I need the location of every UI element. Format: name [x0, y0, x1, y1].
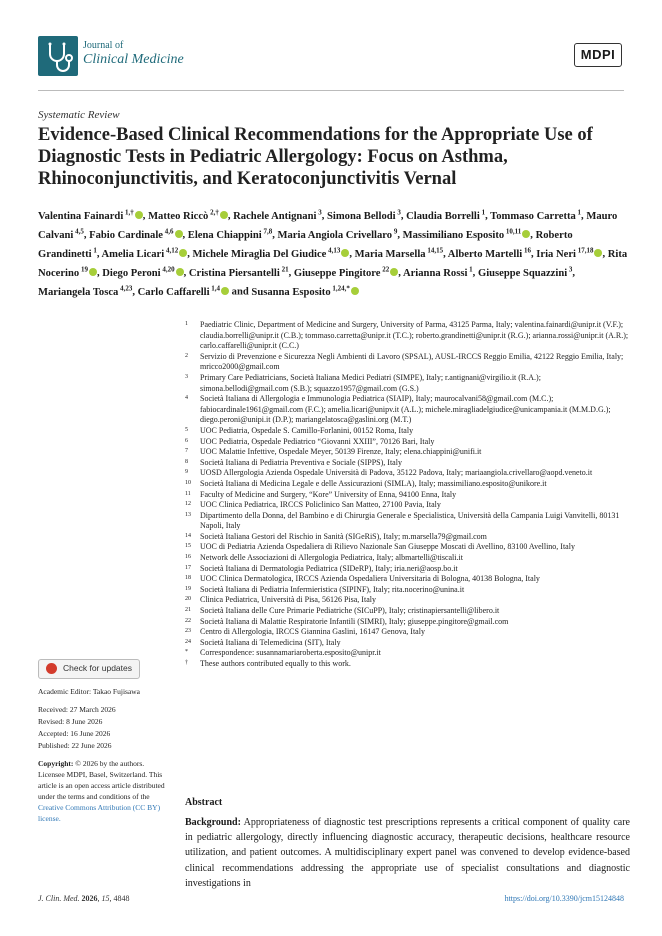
author-name: Claudia Borrelli	[406, 210, 480, 222]
abstract-text	[185, 815, 630, 891]
affiliation-number: 24	[185, 638, 191, 645]
author[interactable]	[188, 265, 289, 279]
author-affiliation-ref: 1,†	[123, 208, 134, 216]
author-affiliation-ref: 22	[380, 265, 390, 274]
affiliation-number: 3	[185, 373, 188, 380]
abstract-label: Background:	[185, 817, 241, 828]
affiliation-item	[185, 490, 630, 501]
published-date: Published: 22 June 2026	[38, 741, 112, 750]
affiliation-text: Faculty of Medicine and Surgery, “Kore” University of Enna, 94100 Enna, Italy	[200, 489, 457, 499]
author-affiliation-ref: 4,23	[118, 284, 133, 293]
affiliation-item	[185, 468, 630, 479]
affiliation-text: Servizio di Prevenzione e Sicurezza Negli Ambienti di Lavoro (SPSAL), AUSL-IRCCS Reggio Emilia, 42122 Reggio Emilia, Italy; mricco2000@gmail.com	[200, 351, 624, 372]
affiliation-item	[185, 617, 630, 628]
affiliation-item	[185, 585, 630, 596]
orcid-icon[interactable]	[175, 230, 183, 238]
author-name: Elena Chiappini	[187, 229, 262, 241]
author[interactable]	[490, 208, 582, 222]
orcid-icon[interactable]	[351, 287, 359, 295]
affiliation-text: UOC Clinica Pediatrica, IRCCS Policlinico San Matteo, 27100 Pavia, Italy	[200, 500, 441, 510]
author-affiliation-ref: 17,18	[575, 246, 594, 255]
author-affiliation-ref: 4,6	[163, 227, 174, 236]
author-affiliation-ref: 21	[279, 265, 289, 274]
author-name: Matteo Riccò	[148, 210, 209, 222]
affiliation-number: 1	[185, 321, 188, 327]
author[interactable]	[447, 246, 531, 260]
orcid-icon[interactable]	[390, 268, 398, 276]
author-affiliation-ref: 14,15	[425, 246, 444, 255]
stethoscope-icon	[38, 36, 78, 76]
affiliation-number: 17	[185, 564, 191, 571]
author[interactable]	[137, 284, 229, 298]
author-affiliation-ref: 3	[567, 265, 573, 274]
affiliation-number: 14	[185, 532, 191, 539]
affiliation-number: 13	[185, 511, 191, 518]
affiliation-number: 16	[185, 554, 191, 561]
author-affiliation-ref: 1,4	[209, 284, 221, 293]
author-affiliation-ref: 3	[395, 208, 401, 216]
author-affiliation-ref: 1,24,*	[330, 284, 350, 293]
affiliation-item	[185, 500, 630, 511]
orcid-icon[interactable]	[221, 287, 229, 295]
affiliation-text: UOC di Pediatria Azienda Ospedaliera di Rilievo Nazionale San Giuseppe Moscati di Avellino, 83100 Avellino, Italy	[200, 542, 575, 552]
author[interactable]	[327, 208, 401, 222]
author-name: Fabio Cardinale	[89, 229, 163, 241]
affiliation-number: †	[185, 660, 188, 666]
author-name: Roberto Grandinetti	[38, 229, 573, 260]
author-affiliation-ref: 19	[79, 265, 88, 274]
affiliation-item	[185, 553, 630, 564]
affiliation-number: *	[185, 649, 188, 656]
header-divider	[38, 90, 624, 91]
affiliation-text: UOC Pediatria, Ospedale Pediatrico “Giovanni XXIII”, 70126 Bari, Italy	[200, 436, 435, 446]
check-updates-icon	[46, 663, 57, 674]
author-affiliation-ref: 9	[392, 227, 398, 236]
affiliation-text: UOC Clinica Dermatologica, IRCCS Azienda Ospedaliera Universitaria di Bologna, 40138 Bologna, Italy	[200, 574, 540, 584]
affiliation-item	[185, 511, 630, 532]
author[interactable]	[402, 265, 473, 279]
author-affiliation-ref: 4,13	[326, 246, 341, 255]
affiliation-number: 22	[185, 617, 191, 624]
author-name: Carlo Caffarelli	[137, 286, 210, 298]
author[interactable]	[192, 246, 350, 260]
affiliation-item	[185, 373, 630, 394]
author-affiliation-ref: 1	[467, 265, 473, 274]
affiliation-text: Società Italiana di Medicina Legale e delle Assicurazioni (SIMLA), Italy; massimiliano.esposito@unikore.it	[200, 478, 547, 488]
affiliation-number: 6	[185, 437, 188, 444]
author-name: Michele Miraglia Del Giudice	[192, 248, 327, 260]
affiliation-item	[185, 352, 630, 373]
license-link[interactable]: Creative Commons Attribution (CC BY) license.	[38, 803, 161, 823]
affiliation-number: 18	[185, 575, 191, 582]
affiliation-text: Società Italiana delle Cure Primarie Pediatriche (SICuPP), Italy; cristinapiersantelli@libero.it	[200, 606, 500, 616]
author-affiliation-ref: 1	[479, 208, 486, 216]
check-updates-label: Check for updates	[63, 663, 132, 673]
orcid-icon[interactable]	[594, 249, 602, 257]
author-name: Rita Nocerino	[38, 248, 628, 279]
author-list: Valentina Fainardi $^{1,\dagger}$ , Matteo Riccò $^{2,\dagger}$ , Rachele Antignani $^3$, Simona Bellodi $^3$, Claudia Borrelli $^1$, Tommaso Carretta $^1$, Mauro Calvani $^{4,5}$, Fabio Cardinale $^{4,6}$ , Elena Chiappini $^{7,8}$, Maria Angiola Crivellaro $^9$, Massimiliano Esposito $^{10,11}$ , Roberto Grandinetti $^1$, Amelia Licari $^{4,12}$ , Michele Miraglia Del Giudice $^{4,13}$ , Maria Marsella $^{14,15}$, Alberto Martelli $^{16}$, Iria Neri $^{17,18}$ , Rita Nocerino $^{19}$ , Diego Peroni $^{4,20}$ , Cristina Piersantelli $^{21}$, Giuseppe Pingitore $^{22}$ , Arianna Rossi $^1$, Giuseppe Squazzini $^3$, Mariangela Tosca $^{4,23}$, Carlo Caffarelli $^{1,4}$ and Susanna Esposito $^{1,24,*}$	[38, 208, 628, 298]
affiliation-item	[185, 394, 630, 426]
orcid-icon[interactable]	[176, 268, 184, 276]
author[interactable]	[536, 246, 602, 260]
affiliation-text: Correspondence: susannamariaroberta.esposito@unipr.it	[200, 648, 381, 658]
orcid-icon[interactable]	[89, 268, 97, 276]
orcid-icon[interactable]	[179, 249, 187, 257]
copyright-notice	[38, 758, 170, 824]
author[interactable]	[354, 246, 444, 260]
author-name: Tommaso Carretta	[490, 210, 576, 222]
affiliation-number: 19	[185, 585, 191, 592]
affiliation-item	[185, 426, 630, 437]
author-name: Giuseppe Squazzini	[477, 267, 568, 279]
affiliation-number: 15	[185, 543, 191, 550]
author-affiliation-ref: 4,12	[164, 246, 179, 255]
affiliation-text: These authors contributed equally to this work.	[200, 659, 351, 668]
author-name: Alberto Martelli	[447, 248, 523, 260]
affiliation-number: 23	[185, 628, 191, 635]
abstract-body: Appropriateness of diagnostic test prescriptions represents a critical component of quality care in pediatric allergology, directly influencing diagnostic accuracy, therapeutic decisions, healthcare resource utilization, and patient outcomes. A multidisciplinary expert panel was convened to develop evidence-based clinical recommendations addressing the appropriate use of specialist consultations and diagnostic investigations in	[185, 817, 630, 889]
orcid-icon[interactable]	[220, 211, 228, 219]
author[interactable]	[477, 265, 573, 279]
journal-logo	[38, 36, 78, 76]
affiliation-text: Società Italiana di Pediatria Preventiva e Sociale (SIPPS), Italy	[200, 457, 402, 467]
affiliation-list	[185, 320, 630, 670]
author-name: Arianna Rossi	[402, 267, 468, 279]
author-name: Mariangela Tosca	[38, 286, 119, 298]
author-affiliation-ref: 16	[522, 246, 531, 255]
affiliation-text: Centro di Allergologia, IRCCS Giannina Gaslini, 16147 Genova, Italy	[200, 627, 425, 637]
revised-date: Revised: 8 June 2026	[38, 717, 103, 726]
author[interactable]	[402, 227, 531, 241]
author-affiliation-ref: 7,8	[261, 227, 273, 236]
affiliation-text: Paediatric Clinic, Department of Medicine and Surgery, University of Parma, 43125 Parma, Italy; valentina.fainardi@unipr.it (V.F.); claudia.borrelli@unipr.it (C.B.); tommaso.carretta@unipr.it (T.C.); roberto.grandinetti@unipr.it (R.G.); arianna.rossi@unipr.it (A.R.); carlo.caffarelli@unipr.it (C.C.)	[200, 320, 629, 351]
affiliation-text: UOC Malattie Infettive, Ospedale Meyer, 50139 Firenze, Italy; elena.chiappini@unifi.it	[200, 447, 482, 457]
affiliation-item	[185, 532, 630, 543]
citation-volume: 15	[101, 894, 110, 903]
author[interactable]	[101, 246, 188, 260]
author[interactable]	[38, 208, 143, 222]
author-affiliation-ref: 3	[316, 208, 322, 216]
author-affiliation-ref: 1	[91, 246, 97, 255]
copyright-text: © 2026 by the authors. Licensee MDPI, Basel, Switzerland. This article is an open access article distributed under the terms and conditions of the	[38, 759, 165, 801]
copyright-label: Copyright:	[38, 759, 74, 768]
affiliation-item	[185, 574, 630, 585]
affiliation-item	[185, 606, 630, 617]
check-for-updates-button[interactable]	[38, 659, 140, 679]
orcid-icon[interactable]	[135, 211, 143, 219]
author-name: Maria Angiola Crivellaro	[277, 229, 393, 241]
author-affiliation-ref: 4,5	[73, 227, 84, 236]
article-type: Systematic Review	[38, 109, 120, 121]
affiliation-number: 2	[185, 352, 188, 359]
author-affiliation-ref: 2,†	[208, 208, 219, 216]
affiliation-item	[185, 648, 630, 659]
citation-footer: J. Clin. Med. 2026, 15, 4848	[38, 894, 130, 903]
author-name: Susanna Esposito	[251, 286, 331, 298]
journal-abbreviation: J. Clin. Med.	[38, 894, 80, 903]
author-name: Maria Marsella	[354, 248, 426, 260]
affiliation-text: Primary Care Pediatricians, Società Italiana Medici Pediatri (SIMPE), Italy; r.antignani@virgilio.it (R.A.); simona.bellodi@gmail.com (S.B.); squazzo1957@gmail.com (G.S.)	[200, 372, 541, 393]
academic-editor: Academic Editor: Takao Fujisawa	[38, 687, 141, 696]
author-name: Valentina Fainardi	[38, 210, 124, 222]
affiliation-number: 20	[185, 596, 191, 603]
author-name: Giuseppe Pingitore	[293, 267, 381, 279]
author-affiliation-ref: 1	[575, 208, 582, 216]
affiliation-item	[185, 659, 630, 670]
journal-of-label: Journal of	[83, 40, 124, 51]
author[interactable]	[102, 265, 183, 279]
author[interactable]	[251, 284, 358, 298]
author-name: Diego Peroni	[102, 267, 161, 279]
affiliation-text: Clinica Pediatrica, Università di Pisa, 56126 Pisa, Italy	[200, 595, 376, 605]
affiliation-text: Società Italiana di Telemedicina (SIT), Italy	[200, 637, 341, 647]
affiliation-number: 9	[185, 469, 188, 476]
affiliation-item	[185, 479, 630, 490]
author[interactable]	[89, 227, 182, 241]
affiliation-number: 11	[185, 490, 191, 497]
affiliation-number: 21	[185, 607, 191, 614]
accepted-date: Accepted: 16 June 2026	[38, 729, 111, 738]
author[interactable]	[277, 227, 398, 241]
affiliation-text: Network delle Associazioni di Allergologia Pediatrica, Italy; albmartelli@tiscali.it	[200, 553, 463, 563]
affiliation-number: 7	[185, 448, 188, 455]
author[interactable]	[38, 284, 133, 298]
affiliation-number: 10	[185, 479, 191, 486]
author-name: Amelia Licari	[101, 248, 165, 260]
author-name: Mauro Calvani	[38, 210, 618, 241]
affiliation-text: Società Italiana di Allergologia e Immunologia Pediatrica (SIAIP), Italy; maurocalvani58@gmail.com (M.C.); fabiocardinale1961@gmail.com (F.C.); amelia.licari@unipv.it (A.L.); michele.miragliadelgiudice@unicampania.it (M.M.D.G.); diego.peroni@unipi.it (D.P.); mariangelatosca@gaslini.org (M.T.)	[200, 394, 611, 425]
journal-name[interactable]: Clinical Medicine	[83, 52, 184, 67]
affiliation-number: 12	[185, 501, 191, 508]
author[interactable]	[293, 265, 398, 279]
author[interactable]	[187, 227, 273, 241]
author[interactable]	[406, 208, 486, 222]
affiliation-item	[185, 542, 630, 553]
affiliation-item	[185, 595, 630, 606]
citation-article-number: 4848	[113, 894, 130, 903]
author-name: Cristina Piersantelli	[188, 267, 280, 279]
author-affiliation-ref: 10,11	[504, 227, 522, 236]
affiliation-number: 8	[185, 458, 188, 465]
citation-year: 2026	[81, 894, 98, 903]
affiliation-text: UOC Pediatria, Ospedale S. Camillo-Forlanini, 00152 Roma, Italy	[200, 425, 414, 435]
received-date: Received: 27 March 2026	[38, 705, 116, 714]
orcid-icon[interactable]	[522, 230, 530, 238]
author[interactable]	[233, 208, 322, 222]
author-name: Massimiliano Esposito	[402, 229, 505, 241]
abstract-heading: Abstract	[185, 797, 223, 808]
author-name: Iria Neri	[536, 248, 576, 260]
affiliation-text: Società Italiana di Pediatria Infermieristica (SIPINF), Italy; rita.nocerino@unina.it	[200, 584, 465, 594]
affiliation-item	[185, 447, 630, 458]
affiliation-number: 5	[185, 426, 188, 433]
author-name: Rachele Antignani	[233, 210, 317, 222]
affiliation-text: Società Italiana Gestori del Rischio in Sanità (SIGeRiS), Italy; m.marsella79@gmail.com	[200, 531, 487, 541]
affiliation-item	[185, 638, 630, 649]
affiliation-text: UOSD Allergologia Azienda Ospedale Università di Padova, 35122 Padova, Italy; mariaangiola.crivellaro@aopd.veneto.it	[200, 468, 593, 478]
affiliation-number: 4	[185, 395, 188, 402]
article-title: Evidence-Based Clinical Recommendations for the Appropriate Use of Diagnostic Tests in Pediatric Allergology: Focus on Asthma, Rhinoconjunctivitis, and Keratoconjunctivitis Vernal	[38, 125, 593, 189]
author-name: Simona Bellodi	[327, 210, 396, 222]
author-affiliation-ref: 4,20	[160, 265, 175, 274]
doi-link[interactable]: https://doi.org/10.3390/jcm15124848	[504, 894, 624, 903]
affiliation-text: Società Italiana di Malattie Respiratorie Infantili (SIMRI), Italy; giuseppe.pingitore@gmail.com	[200, 616, 509, 626]
author[interactable]	[148, 208, 228, 222]
affiliation-text: Società Italiana di Dermatologia Pediatrica (SIDeRP), Italy; iria.neri@aosp.bo.it	[200, 563, 458, 573]
orcid-icon[interactable]	[341, 249, 349, 257]
affiliation-item	[185, 564, 630, 575]
affiliation-item	[185, 458, 630, 469]
affiliation-text: Dipartimento della Donna, del Bambino e di Chirurgia Generale e Specialistica, Università della Campania Luigi Vanvitelli, 80131 Napoli, Italy	[200, 510, 620, 531]
publisher-logo[interactable]: MDPI	[574, 43, 622, 67]
affiliation-item	[185, 627, 630, 638]
affiliation-item	[185, 320, 630, 352]
affiliation-item	[185, 437, 630, 448]
